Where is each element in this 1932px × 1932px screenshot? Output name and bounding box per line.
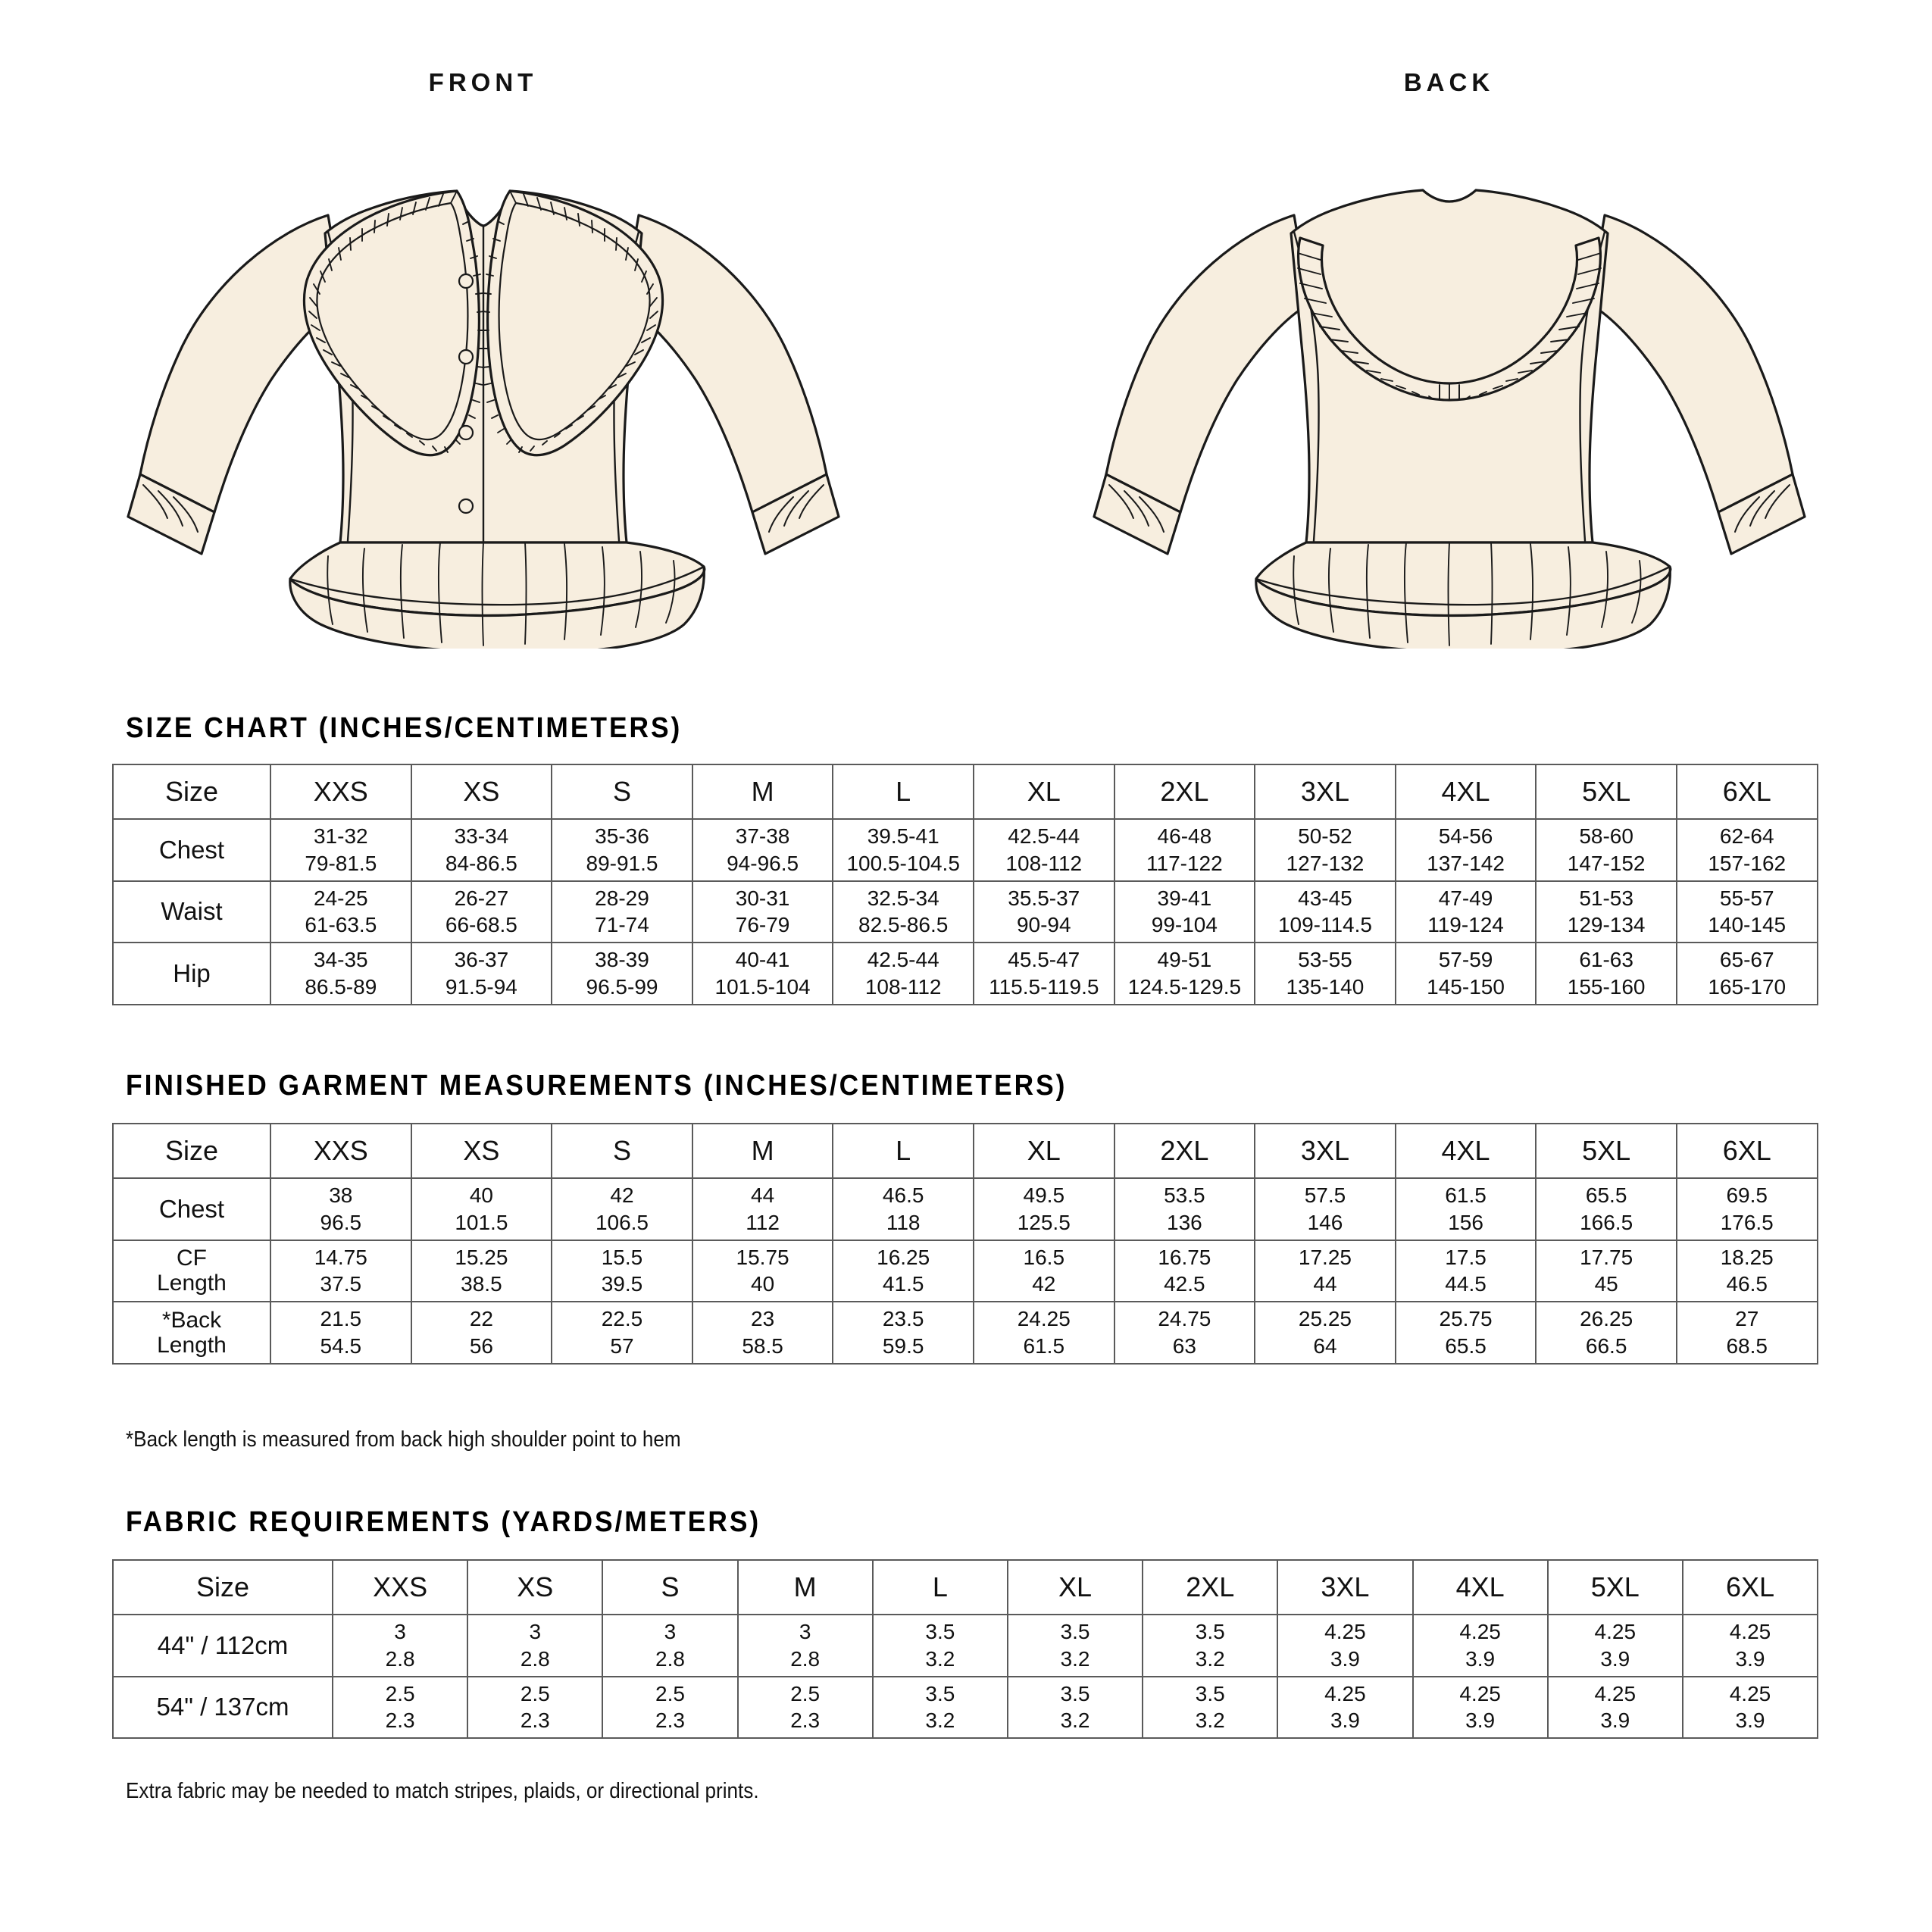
data-cell: 53-55 135-140 xyxy=(1255,943,1396,1005)
data-cell: 3.5 3.2 xyxy=(1143,1615,1277,1677)
column-header-l: L xyxy=(833,764,974,819)
row-label-fabric-width-0: 44" / 112cm xyxy=(113,1615,333,1677)
column-header-6xl: 6XL xyxy=(1683,1560,1818,1615)
data-cell: 2.5 2.3 xyxy=(333,1677,467,1739)
data-cell: 4.25 3.9 xyxy=(1548,1615,1683,1677)
data-cell: 4.25 3.9 xyxy=(1413,1615,1548,1677)
finished-garment-heading: FINISHED GARMENT MEASUREMENTS (INCHES/CENTIMETERS) xyxy=(126,1070,1068,1102)
data-cell: 4.25 3.9 xyxy=(1277,1677,1412,1739)
data-cell: 26.25 66.5 xyxy=(1536,1302,1677,1364)
data-cell: 55-57 140-145 xyxy=(1677,881,1818,943)
data-cell: 47-49 119-124 xyxy=(1396,881,1537,943)
column-header-3xl: 3XL xyxy=(1277,1560,1412,1615)
column-header-3xl: 3XL xyxy=(1255,1124,1396,1178)
front-view-column xyxy=(0,68,966,682)
column-header-5xl: 5XL xyxy=(1548,1560,1683,1615)
data-cell: 4.25 3.9 xyxy=(1413,1677,1548,1739)
data-cell: 32.5-34 82.5-86.5 xyxy=(833,881,974,943)
fabric-footnote-wrap xyxy=(126,1779,829,1804)
column-header-s: S xyxy=(552,1124,692,1178)
data-cell: 2.5 2.3 xyxy=(738,1677,873,1739)
row-label-back-length: *Back Length xyxy=(113,1302,270,1364)
data-cell: 22.5 57 xyxy=(552,1302,692,1364)
data-cell: 28-29 71-74 xyxy=(552,881,692,943)
data-cell: 3.5 3.2 xyxy=(1143,1677,1277,1739)
column-header-4xl: 4XL xyxy=(1396,764,1537,819)
data-cell: 40 101.5 xyxy=(411,1178,552,1240)
data-cell: 53.5 136 xyxy=(1114,1178,1255,1240)
data-cell: 25.75 65.5 xyxy=(1396,1302,1537,1364)
column-header-xxs: XXS xyxy=(270,1124,411,1178)
column-header-5xl: 5XL xyxy=(1536,764,1677,819)
fabric-requirements-table xyxy=(112,1559,1818,1739)
data-cell: 4.25 3.9 xyxy=(1548,1677,1683,1739)
column-header-l: L xyxy=(873,1560,1008,1615)
row-label-hip: Hip xyxy=(113,943,270,1005)
data-cell: 58-60 147-152 xyxy=(1536,819,1677,881)
column-header-2xl: 2XL xyxy=(1114,1124,1255,1178)
column-header-5xl: 5XL xyxy=(1536,1124,1677,1178)
data-cell: 4.25 3.9 xyxy=(1683,1615,1818,1677)
back-view-label: BACK xyxy=(1403,68,1495,96)
size-chart-header-row xyxy=(113,764,1818,819)
column-header-6xl: 6XL xyxy=(1677,764,1818,819)
column-header-xl: XL xyxy=(974,1124,1114,1178)
back-length-footnote: *Back length is measured from back high shoulder point to hem xyxy=(126,1427,681,1452)
data-cell: 3.5 3.2 xyxy=(1008,1677,1143,1739)
data-cell: 3.5 3.2 xyxy=(873,1615,1008,1677)
column-header-xxs: XXS xyxy=(333,1560,467,1615)
data-cell: 24.75 63 xyxy=(1114,1302,1255,1364)
data-cell: 17.5 44.5 xyxy=(1396,1240,1537,1302)
fgm-header-row xyxy=(113,1124,1818,1178)
row-label-cf-length: CF Length xyxy=(113,1240,270,1302)
column-header-size: Size xyxy=(113,1124,270,1178)
size-chart-heading: SIZE CHART (INCHES/CENTIMETERS) xyxy=(126,712,683,744)
fabric-heading-wrap xyxy=(126,1506,808,1539)
column-header-2xl: 2XL xyxy=(1143,1560,1277,1615)
table-row xyxy=(113,881,1818,943)
data-cell: 15.75 40 xyxy=(692,1240,833,1302)
data-cell: 51-53 129-134 xyxy=(1536,881,1677,943)
front-garment-illustration xyxy=(101,118,866,649)
column-header-4xl: 4XL xyxy=(1413,1560,1548,1615)
data-cell: 46.5 118 xyxy=(833,1178,974,1240)
table-row xyxy=(113,1178,1818,1240)
data-cell: 49-51 124.5-129.5 xyxy=(1114,943,1255,1005)
data-cell: 3 2.8 xyxy=(738,1615,873,1677)
data-cell: 38 96.5 xyxy=(270,1178,411,1240)
size-chart-table xyxy=(112,764,1818,1005)
data-cell: 39-41 99-104 xyxy=(1114,881,1255,943)
table-row xyxy=(113,1302,1818,1364)
data-cell: 35-36 89-91.5 xyxy=(552,819,692,881)
data-cell: 35.5-37 90-94 xyxy=(974,881,1114,943)
data-cell: 50-52 127-132 xyxy=(1255,819,1396,881)
column-header-s: S xyxy=(602,1560,737,1615)
data-cell: 15.5 39.5 xyxy=(552,1240,692,1302)
size-chart-heading-wrap xyxy=(126,712,724,745)
column-header-size: Size xyxy=(113,764,270,819)
data-cell: 24-25 61-63.5 xyxy=(270,881,411,943)
extra-fabric-footnote: Extra fabric may be needed to match stripes, plaids, or directional prints. xyxy=(126,1779,759,1803)
data-cell: 42.5-44 108-112 xyxy=(974,819,1114,881)
data-cell: 3.5 3.2 xyxy=(873,1677,1008,1739)
fabric-table-wrap xyxy=(112,1559,1818,1739)
front-view-label: FRONT xyxy=(428,68,538,96)
column-header-m: M xyxy=(692,764,833,819)
column-header-4xl: 4XL xyxy=(1396,1124,1537,1178)
fgm-heading-wrap xyxy=(126,1070,1138,1102)
data-cell: 37-38 94-96.5 xyxy=(692,819,833,881)
data-cell: 65-67 165-170 xyxy=(1677,943,1818,1005)
data-cell: 4.25 3.9 xyxy=(1277,1615,1412,1677)
data-cell: 18.25 46.5 xyxy=(1677,1240,1818,1302)
data-cell: 3 2.8 xyxy=(467,1615,602,1677)
data-cell: 16.5 42 xyxy=(974,1240,1114,1302)
row-label-fabric-width-1: 54" / 137cm xyxy=(113,1677,333,1739)
column-header-m: M xyxy=(692,1124,833,1178)
data-cell: 42.5-44 108-112 xyxy=(833,943,974,1005)
table-row xyxy=(113,1677,1818,1739)
data-cell: 25.25 64 xyxy=(1255,1302,1396,1364)
column-header-size: Size xyxy=(113,1560,333,1615)
data-cell: 23.5 59.5 xyxy=(833,1302,974,1364)
back-garment-illustration xyxy=(1067,118,1832,649)
table-row xyxy=(113,1240,1818,1302)
data-cell: 46-48 117-122 xyxy=(1114,819,1255,881)
table-row xyxy=(113,1615,1818,1677)
data-cell: 4.25 3.9 xyxy=(1683,1677,1818,1739)
data-cell: 27 68.5 xyxy=(1677,1302,1818,1364)
column-header-l: L xyxy=(833,1124,974,1178)
size-chart-table-wrap xyxy=(112,764,1818,1005)
data-cell: 17.25 44 xyxy=(1255,1240,1396,1302)
data-cell: 57-59 145-150 xyxy=(1396,943,1537,1005)
row-label-waist: Waist xyxy=(113,881,270,943)
data-cell: 21.5 54.5 xyxy=(270,1302,411,1364)
data-cell: 23 58.5 xyxy=(692,1302,833,1364)
data-cell: 36-37 91.5-94 xyxy=(411,943,552,1005)
data-cell: 16.75 42.5 xyxy=(1114,1240,1255,1302)
data-cell: 33-34 84-86.5 xyxy=(411,819,552,881)
data-cell: 30-31 76-79 xyxy=(692,881,833,943)
data-cell: 34-35 86.5-89 xyxy=(270,943,411,1005)
column-header-3xl: 3XL xyxy=(1255,764,1396,819)
finished-garment-table xyxy=(112,1123,1818,1365)
data-cell: 14.75 37.5 xyxy=(270,1240,411,1302)
data-cell: 2.5 2.3 xyxy=(467,1677,602,1739)
data-cell: 22 56 xyxy=(411,1302,552,1364)
data-cell: 39.5-41 100.5-104.5 xyxy=(833,819,974,881)
data-cell: 38-39 96.5-99 xyxy=(552,943,692,1005)
data-cell: 24.25 61.5 xyxy=(974,1302,1114,1364)
fabric-header-row xyxy=(113,1560,1818,1615)
row-label-chest: Chest xyxy=(113,1178,270,1240)
data-cell: 49.5 125.5 xyxy=(974,1178,1114,1240)
column-header-2xl: 2XL xyxy=(1114,764,1255,819)
back-view-column xyxy=(966,68,1932,682)
data-cell: 16.25 41.5 xyxy=(833,1240,974,1302)
data-cell: 44 112 xyxy=(692,1178,833,1240)
data-cell: 61-63 155-160 xyxy=(1536,943,1677,1005)
fgm-footnote-wrap xyxy=(126,1427,742,1452)
data-cell: 54-56 137-142 xyxy=(1396,819,1537,881)
fgm-table-wrap xyxy=(112,1123,1818,1365)
data-cell: 40-41 101.5-104 xyxy=(692,943,833,1005)
data-cell: 42 106.5 xyxy=(552,1178,692,1240)
column-header-xl: XL xyxy=(974,764,1114,819)
data-cell: 2.5 2.3 xyxy=(602,1677,737,1739)
data-cell: 15.25 38.5 xyxy=(411,1240,552,1302)
row-label-chest: Chest xyxy=(113,819,270,881)
data-cell: 61.5 156 xyxy=(1396,1178,1537,1240)
table-row xyxy=(113,819,1818,881)
data-cell: 3.5 3.2 xyxy=(1008,1615,1143,1677)
data-cell: 26-27 66-68.5 xyxy=(411,881,552,943)
data-cell: 3 2.8 xyxy=(333,1615,467,1677)
data-cell: 43-45 109-114.5 xyxy=(1255,881,1396,943)
column-header-xl: XL xyxy=(1008,1560,1143,1615)
column-header-m: M xyxy=(738,1560,873,1615)
fabric-requirements-heading: FABRIC REQUIREMENTS (YARDS/METERS) xyxy=(126,1506,761,1538)
data-cell: 65.5 166.5 xyxy=(1536,1178,1677,1240)
data-cell: 31-32 79-81.5 xyxy=(270,819,411,881)
column-header-6xl: 6XL xyxy=(1677,1124,1818,1178)
data-cell: 57.5 146 xyxy=(1255,1178,1396,1240)
data-cell: 62-64 157-162 xyxy=(1677,819,1818,881)
data-cell: 17.75 45 xyxy=(1536,1240,1677,1302)
data-cell: 3 2.8 xyxy=(602,1615,737,1677)
column-header-xs: XS xyxy=(467,1560,602,1615)
table-row xyxy=(113,943,1818,1005)
column-header-xs: XS xyxy=(411,764,552,819)
column-header-xxs: XXS xyxy=(270,764,411,819)
column-header-s: S xyxy=(552,764,692,819)
column-header-xs: XS xyxy=(411,1124,552,1178)
technical-flats-area xyxy=(0,0,1932,682)
data-cell: 69.5 176.5 xyxy=(1677,1178,1818,1240)
data-cell: 45.5-47 115.5-119.5 xyxy=(974,943,1114,1005)
